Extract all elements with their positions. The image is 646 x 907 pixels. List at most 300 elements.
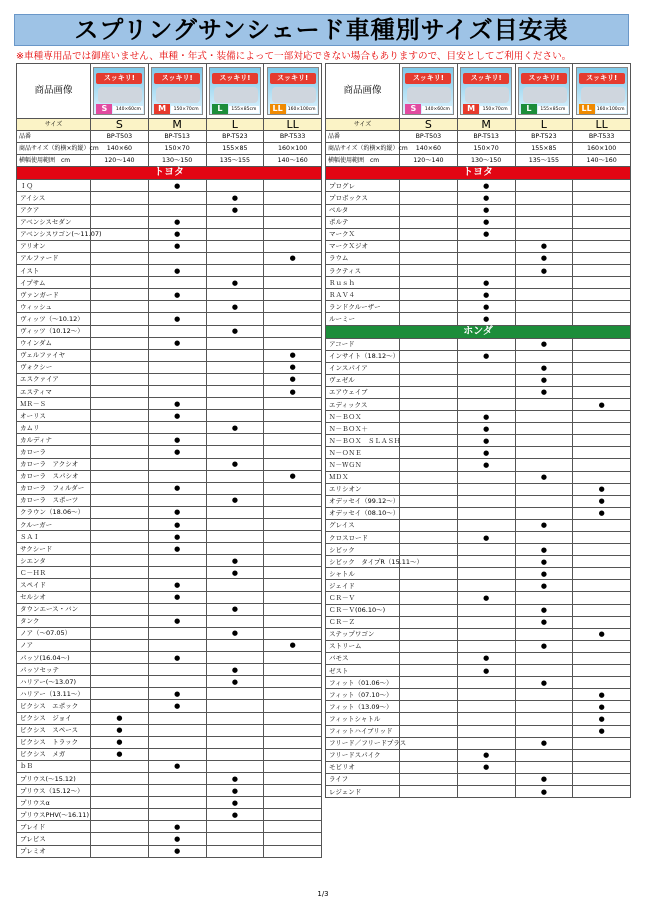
vehicle-row bbox=[17, 712, 322, 724]
vehicle-name: エリシオン bbox=[326, 483, 400, 495]
size-mark-cell bbox=[457, 689, 515, 701]
vehicle-name: セルシオ bbox=[17, 591, 91, 603]
size-mark-cell: ● bbox=[264, 385, 322, 397]
vehicle-row bbox=[326, 737, 631, 749]
brand-header-toyota bbox=[326, 167, 631, 180]
size-mark-cell bbox=[457, 628, 515, 640]
size-mark-cell: ● bbox=[515, 544, 573, 556]
product-image-cell bbox=[400, 64, 458, 119]
vehicle-name: アリオン bbox=[17, 240, 91, 252]
width-range: 130～150 bbox=[457, 155, 515, 167]
vehicle-row bbox=[17, 724, 322, 736]
vehicle-row bbox=[17, 373, 322, 385]
size-mark-cell bbox=[264, 325, 322, 337]
product-logo: スッキリ! bbox=[270, 73, 316, 84]
vehicle-name: ハリアー(～13.07) bbox=[17, 676, 91, 688]
product-image bbox=[460, 67, 512, 115]
vehicle-row bbox=[17, 422, 322, 434]
size-mark-cell bbox=[573, 737, 631, 749]
size-mark-cell bbox=[206, 373, 264, 385]
size-mark-cell: ● bbox=[148, 228, 206, 240]
size-mark-cell bbox=[264, 591, 322, 603]
size-heading: S bbox=[400, 119, 458, 131]
size-mark-cell bbox=[573, 580, 631, 592]
vehicle-row bbox=[17, 337, 322, 349]
size-mark-cell bbox=[573, 519, 631, 531]
size-mark-cell bbox=[91, 422, 149, 434]
page-number: 1/3 bbox=[317, 890, 329, 898]
vehicle-row bbox=[326, 677, 631, 689]
size-mark-cell bbox=[91, 531, 149, 543]
vehicle-row bbox=[326, 338, 631, 350]
vehicle-row bbox=[17, 458, 322, 470]
vehicle-row bbox=[17, 664, 322, 676]
vehicle-row bbox=[326, 435, 631, 447]
size-mark-cell bbox=[148, 494, 206, 506]
size-mark-cell bbox=[148, 373, 206, 385]
vehicle-row bbox=[326, 665, 631, 677]
size-mark-cell bbox=[91, 410, 149, 422]
size-mark-cell bbox=[515, 713, 573, 725]
vehicle-name: バモス bbox=[326, 652, 400, 664]
size-mark-cell bbox=[573, 374, 631, 386]
size-mark-cell bbox=[400, 616, 458, 628]
size-mark-cell: ● bbox=[515, 785, 573, 797]
vehicle-name: ルーミー bbox=[326, 313, 400, 325]
size-mark-cell bbox=[400, 544, 458, 556]
vehicle-name: ＣＲ－Ｖ(06.10～) bbox=[326, 604, 400, 616]
size-mark-cell bbox=[91, 458, 149, 470]
size-mark-cell bbox=[264, 180, 322, 192]
vehicle-name: ピクシス メガ bbox=[17, 748, 91, 760]
vehicle-name: カムリ bbox=[17, 422, 91, 434]
product-dimension: 140×60cm bbox=[422, 106, 452, 113]
size-mark-cell bbox=[91, 337, 149, 349]
size-mark-cell bbox=[573, 447, 631, 459]
size-mark-cell bbox=[515, 592, 573, 604]
vehicle-name: カローラ アクシオ bbox=[17, 458, 91, 470]
size-mark-cell: ● bbox=[91, 748, 149, 760]
size-mark-cell bbox=[206, 289, 264, 301]
size-mark-cell bbox=[148, 639, 206, 651]
size-mark-cell bbox=[515, 761, 573, 773]
product-dimension: 155×85cm bbox=[538, 106, 568, 113]
size-mark-cell bbox=[148, 736, 206, 748]
vehicle-row bbox=[326, 556, 631, 568]
size-mark-cell: ● bbox=[457, 216, 515, 228]
vehicle-name: ＳＡＩ bbox=[17, 531, 91, 543]
size-mark-cell bbox=[400, 338, 458, 350]
size-mark-cell bbox=[206, 712, 264, 724]
size-mark-cell bbox=[573, 216, 631, 228]
size-mark-cell: ● bbox=[457, 204, 515, 216]
vehicle-name: クルーガー bbox=[17, 519, 91, 531]
size-mark-cell: ● bbox=[206, 301, 264, 313]
vehicle-name: Ｎ－ＢＯＸ＋ bbox=[326, 423, 400, 435]
vehicle-row bbox=[326, 228, 631, 240]
size-mark-cell bbox=[264, 845, 322, 857]
vehicle-name: ＣＲ－Ｖ bbox=[326, 592, 400, 604]
vehicle-row bbox=[17, 228, 322, 240]
size-mark-cell bbox=[400, 652, 458, 664]
part-number: BP-T533 bbox=[264, 131, 322, 143]
size-mark-cell: ● bbox=[206, 676, 264, 688]
vehicle-name: オデッセイ（99.12～） bbox=[326, 495, 400, 507]
vehicle-name: ヴィッツ（～10.12） bbox=[17, 313, 91, 325]
size-mark-cell: ● bbox=[573, 398, 631, 410]
size-mark-cell bbox=[400, 459, 458, 471]
size-mark-cell bbox=[206, 228, 264, 240]
size-mark-cell: ● bbox=[206, 458, 264, 470]
vehicle-row bbox=[17, 809, 322, 821]
vehicle-name: ヴァンガード bbox=[17, 289, 91, 301]
product-size: 150×70 bbox=[148, 143, 206, 155]
vehicle-name: フリードスパイク bbox=[326, 749, 400, 761]
vehicle-row bbox=[17, 543, 322, 555]
size-mark-cell bbox=[457, 471, 515, 483]
product-image-cell bbox=[573, 64, 631, 119]
vehicle-name: Ｎ－ＢＯＸ ＳＬＡＳＨ bbox=[326, 435, 400, 447]
vehicle-name: ブレビス bbox=[17, 833, 91, 845]
size-mark-cell bbox=[264, 688, 322, 700]
vehicle-name: フィット（01.06～） bbox=[326, 677, 400, 689]
vehicle-row bbox=[17, 772, 322, 784]
vehicle-row bbox=[326, 544, 631, 556]
size-mark-cell bbox=[573, 652, 631, 664]
size-mark-cell bbox=[91, 833, 149, 845]
vehicle-name: アルファード bbox=[17, 252, 91, 264]
size-mark-cell bbox=[457, 265, 515, 277]
size-mark-cell: ● bbox=[515, 338, 573, 350]
size-mark-cell: ● bbox=[206, 772, 264, 784]
size-mark-cell bbox=[264, 531, 322, 543]
size-mark-cell bbox=[573, 435, 631, 447]
size-mark-cell bbox=[573, 423, 631, 435]
vehicle-name: カルディナ bbox=[17, 434, 91, 446]
size-mark-cell bbox=[573, 265, 631, 277]
size-mark-cell bbox=[573, 313, 631, 325]
size-mark-cell bbox=[91, 603, 149, 615]
vehicle-name: レジェンド bbox=[326, 785, 400, 797]
size-mark-cell: ● bbox=[573, 495, 631, 507]
size-mark-cell bbox=[148, 772, 206, 784]
size-mark-cell: ● bbox=[148, 652, 206, 664]
size-mark-cell bbox=[264, 676, 322, 688]
size-mark-cell bbox=[91, 252, 149, 264]
size-mark-cell: ● bbox=[206, 277, 264, 289]
size-mark-cell bbox=[457, 640, 515, 652]
vehicle-row bbox=[17, 192, 322, 204]
vehicle-row bbox=[326, 362, 631, 374]
size-mark-cell: ● bbox=[573, 483, 631, 495]
image-row bbox=[326, 64, 631, 119]
size-mark-cell: ● bbox=[264, 373, 322, 385]
size-mark-cell bbox=[457, 507, 515, 519]
size-mark-cell bbox=[148, 458, 206, 470]
product-size-badge: LL bbox=[270, 104, 286, 114]
vehicle-name: イプサム bbox=[17, 277, 91, 289]
product-dimension: 160×100cm bbox=[596, 107, 625, 112]
brand-header-honda bbox=[326, 325, 631, 338]
size-mark-cell bbox=[400, 737, 458, 749]
vehicle-name: アイシス bbox=[17, 192, 91, 204]
size-mark-cell bbox=[264, 809, 322, 821]
size-mark-cell bbox=[573, 192, 631, 204]
part-number: BP-T523 bbox=[206, 131, 264, 143]
size-mark-cell bbox=[400, 495, 458, 507]
vehicle-name: プロボックス bbox=[326, 192, 400, 204]
size-mark-cell bbox=[264, 240, 322, 252]
size-mark-cell bbox=[206, 700, 264, 712]
size-mark-cell bbox=[573, 350, 631, 362]
size-mark-cell: ● bbox=[515, 568, 573, 580]
product-logo: スッキリ! bbox=[154, 73, 200, 84]
vehicle-name: Ｒｕｓｈ bbox=[326, 277, 400, 289]
size-mark-cell bbox=[206, 265, 264, 277]
vehicle-row bbox=[326, 640, 631, 652]
size-mark-cell bbox=[573, 640, 631, 652]
vehicle-row bbox=[17, 627, 322, 639]
size-mark-cell bbox=[91, 470, 149, 482]
vehicle-name: Ｃ－ＨＲ bbox=[17, 567, 91, 579]
size-mark-cell bbox=[515, 459, 573, 471]
vehicle-row bbox=[326, 374, 631, 386]
product-logo: スッキリ! bbox=[405, 73, 451, 84]
vehicle-name: ベルタ bbox=[326, 204, 400, 216]
vehicle-name: エスクァイア bbox=[17, 373, 91, 385]
size-mark-cell bbox=[91, 579, 149, 591]
size-mark-cell bbox=[91, 639, 149, 651]
size-row bbox=[17, 119, 322, 131]
vehicle-name: ヴェゼル bbox=[326, 374, 400, 386]
size-mark-cell bbox=[91, 506, 149, 518]
size-label: サイズ bbox=[326, 119, 400, 131]
vehicle-name: パッソセッテ bbox=[17, 664, 91, 676]
vehicle-row bbox=[17, 301, 322, 313]
size-mark-cell bbox=[264, 228, 322, 240]
size-mark-cell bbox=[91, 845, 149, 857]
vehicle-row bbox=[17, 676, 322, 688]
size-mark-cell bbox=[148, 325, 206, 337]
size-mark-cell: ● bbox=[148, 337, 206, 349]
vehicle-name: クラウン（18.06～） bbox=[17, 506, 91, 518]
size-mark-cell bbox=[148, 724, 206, 736]
size-mark-cell bbox=[457, 374, 515, 386]
size-mark-cell bbox=[264, 567, 322, 579]
part-label: 品番 bbox=[17, 131, 91, 143]
vehicle-row bbox=[326, 616, 631, 628]
size-mark-cell: ● bbox=[91, 712, 149, 724]
size-mark-cell bbox=[91, 809, 149, 821]
size-mark-cell bbox=[400, 677, 458, 689]
size-mark-cell bbox=[264, 204, 322, 216]
vehicle-row bbox=[17, 736, 322, 748]
product-size-badge: M bbox=[463, 104, 479, 114]
size-mark-cell bbox=[206, 688, 264, 700]
size-mark-cell bbox=[91, 385, 149, 397]
vehicle-row bbox=[17, 494, 322, 506]
size-mark-cell bbox=[264, 519, 322, 531]
width-range: 140～160 bbox=[264, 155, 322, 167]
size-mark-cell bbox=[515, 628, 573, 640]
size-mark-cell bbox=[400, 785, 458, 797]
vehicle-row bbox=[326, 532, 631, 544]
vehicle-name: Ｎ－ＯＮＥ bbox=[326, 447, 400, 459]
vehicle-row bbox=[326, 447, 631, 459]
vehicle-row bbox=[17, 519, 322, 531]
size-mark-cell bbox=[400, 604, 458, 616]
size-mark-cell bbox=[400, 568, 458, 580]
size-mark-cell bbox=[457, 713, 515, 725]
size-mark-cell: ● bbox=[91, 736, 149, 748]
vehicle-name: カローラ スポーツ bbox=[17, 494, 91, 506]
vehicle-row bbox=[326, 652, 631, 664]
product-size: 155×85 bbox=[515, 143, 573, 155]
vehicle-name: ハリアー（13.11～） bbox=[17, 688, 91, 700]
size-mark-cell: ● bbox=[148, 240, 206, 252]
image-label: 商品画像 bbox=[17, 64, 91, 119]
product-logo: スッキリ! bbox=[212, 73, 258, 84]
vehicle-row bbox=[326, 459, 631, 471]
brand-name: ホンダ bbox=[326, 325, 631, 338]
size-mark-cell: ● bbox=[206, 494, 264, 506]
size-mark-cell bbox=[206, 180, 264, 192]
size-mark-cell bbox=[91, 325, 149, 337]
product-dimension: 155×85cm bbox=[229, 106, 259, 113]
vehicle-row bbox=[326, 216, 631, 228]
size-mark-cell bbox=[515, 652, 573, 664]
size-mark-cell: ● bbox=[515, 640, 573, 652]
size-mark-cell bbox=[91, 591, 149, 603]
size-mark-cell bbox=[457, 580, 515, 592]
size-mark-cell bbox=[573, 568, 631, 580]
size-mark-cell: ● bbox=[457, 313, 515, 325]
product-logo: スッキリ! bbox=[96, 73, 142, 84]
vehicle-name: ピクシス スペース bbox=[17, 724, 91, 736]
vehicle-row bbox=[17, 797, 322, 809]
size-mark-cell: ● bbox=[264, 470, 322, 482]
size-mark-cell: ● bbox=[457, 435, 515, 447]
vehicle-row bbox=[17, 555, 322, 567]
size-heading: M bbox=[148, 119, 206, 131]
vehicle-name: サクシード bbox=[17, 543, 91, 555]
product-dimension: 150×70cm bbox=[171, 106, 201, 113]
size-mark-cell: ● bbox=[264, 361, 322, 373]
vehicle-name: マークＸジオ bbox=[326, 240, 400, 252]
product-logo: スッキリ! bbox=[463, 73, 509, 84]
size-mark-cell: ● bbox=[206, 603, 264, 615]
vehicle-name: ピクシス ジョイ bbox=[17, 712, 91, 724]
vehicle-name: プリウスPHV(～16.11) bbox=[17, 809, 91, 821]
size-mark-cell bbox=[400, 423, 458, 435]
size-mark-cell bbox=[573, 544, 631, 556]
size-mark-cell bbox=[148, 797, 206, 809]
vehicle-row bbox=[326, 277, 631, 289]
part-number: BP-T513 bbox=[457, 131, 515, 143]
size-mark-cell: ● bbox=[206, 325, 264, 337]
product-size: 150×70 bbox=[457, 143, 515, 155]
vehicle-name: アクア bbox=[17, 204, 91, 216]
size-mark-cell bbox=[91, 265, 149, 277]
vehicle-row bbox=[326, 568, 631, 580]
vehicle-row bbox=[326, 265, 631, 277]
size-mark-cell bbox=[148, 349, 206, 361]
size-mark-cell: ● bbox=[206, 664, 264, 676]
product-size-badge: L bbox=[521, 104, 537, 114]
size-mark-cell bbox=[457, 240, 515, 252]
vehicle-name: フィット（13.09～） bbox=[326, 701, 400, 713]
vehicle-name: パッソ(16.04～) bbox=[17, 652, 91, 664]
vehicle-name: ピクシス エポック bbox=[17, 700, 91, 712]
part-row bbox=[326, 131, 631, 143]
size-heading: L bbox=[206, 119, 264, 131]
size-mark-cell bbox=[573, 749, 631, 761]
size-mark-cell bbox=[91, 361, 149, 373]
size-mark-cell bbox=[573, 338, 631, 350]
size-mark-cell bbox=[264, 313, 322, 325]
vehicle-name: フィット（07.10～） bbox=[326, 689, 400, 701]
size-mark-cell bbox=[206, 313, 264, 325]
size-mark-cell bbox=[515, 289, 573, 301]
size-mark-cell bbox=[457, 386, 515, 398]
size-heading: LL bbox=[264, 119, 322, 131]
size-mark-cell bbox=[515, 749, 573, 761]
product-image-cell bbox=[206, 64, 264, 119]
size-mark-cell: ● bbox=[515, 773, 573, 785]
size-mark-cell bbox=[515, 423, 573, 435]
product-size: 160×100 bbox=[264, 143, 322, 155]
size-mark-cell: ● bbox=[206, 192, 264, 204]
vehicle-row bbox=[17, 845, 322, 857]
vehicle-name: ノア（～07.05） bbox=[17, 627, 91, 639]
vehicle-name: ジェイド bbox=[326, 580, 400, 592]
vehicle-name: スペイド bbox=[17, 579, 91, 591]
size-mark-cell bbox=[148, 555, 206, 567]
size-mark-cell bbox=[148, 809, 206, 821]
size-row bbox=[326, 119, 631, 131]
vehicle-row bbox=[17, 688, 322, 700]
size-mark-cell bbox=[264, 652, 322, 664]
part-row bbox=[17, 131, 322, 143]
size-mark-cell: ● bbox=[148, 265, 206, 277]
size-mark-cell bbox=[400, 628, 458, 640]
size-mark-cell: ● bbox=[148, 216, 206, 228]
size-mark-cell: ● bbox=[515, 616, 573, 628]
product-image bbox=[402, 67, 454, 115]
vehicle-name: シビック bbox=[326, 544, 400, 556]
size-mark-cell bbox=[457, 737, 515, 749]
size-mark-cell bbox=[573, 277, 631, 289]
product-size-label: 商品サイズ（約横×約縦）cm bbox=[326, 143, 400, 155]
vehicle-row bbox=[17, 385, 322, 397]
vehicle-name: エディックス bbox=[326, 398, 400, 410]
size-mark-cell bbox=[91, 676, 149, 688]
size-mark-cell bbox=[206, 639, 264, 651]
size-mark-cell bbox=[400, 398, 458, 410]
vehicle-name: ＲＡＶ４ bbox=[326, 289, 400, 301]
size-mark-cell bbox=[206, 736, 264, 748]
size-mark-cell: ● bbox=[148, 760, 206, 772]
size-mark-cell bbox=[400, 301, 458, 313]
product-image-cell bbox=[264, 64, 322, 119]
size-mark-cell bbox=[457, 785, 515, 797]
vehicle-name: ブレイド bbox=[17, 821, 91, 833]
part-number: BP-T523 bbox=[515, 131, 573, 143]
vehicle-row bbox=[326, 483, 631, 495]
vehicle-name: アベンシスセダン bbox=[17, 216, 91, 228]
size-mark-cell bbox=[515, 483, 573, 495]
size-mark-cell bbox=[148, 664, 206, 676]
